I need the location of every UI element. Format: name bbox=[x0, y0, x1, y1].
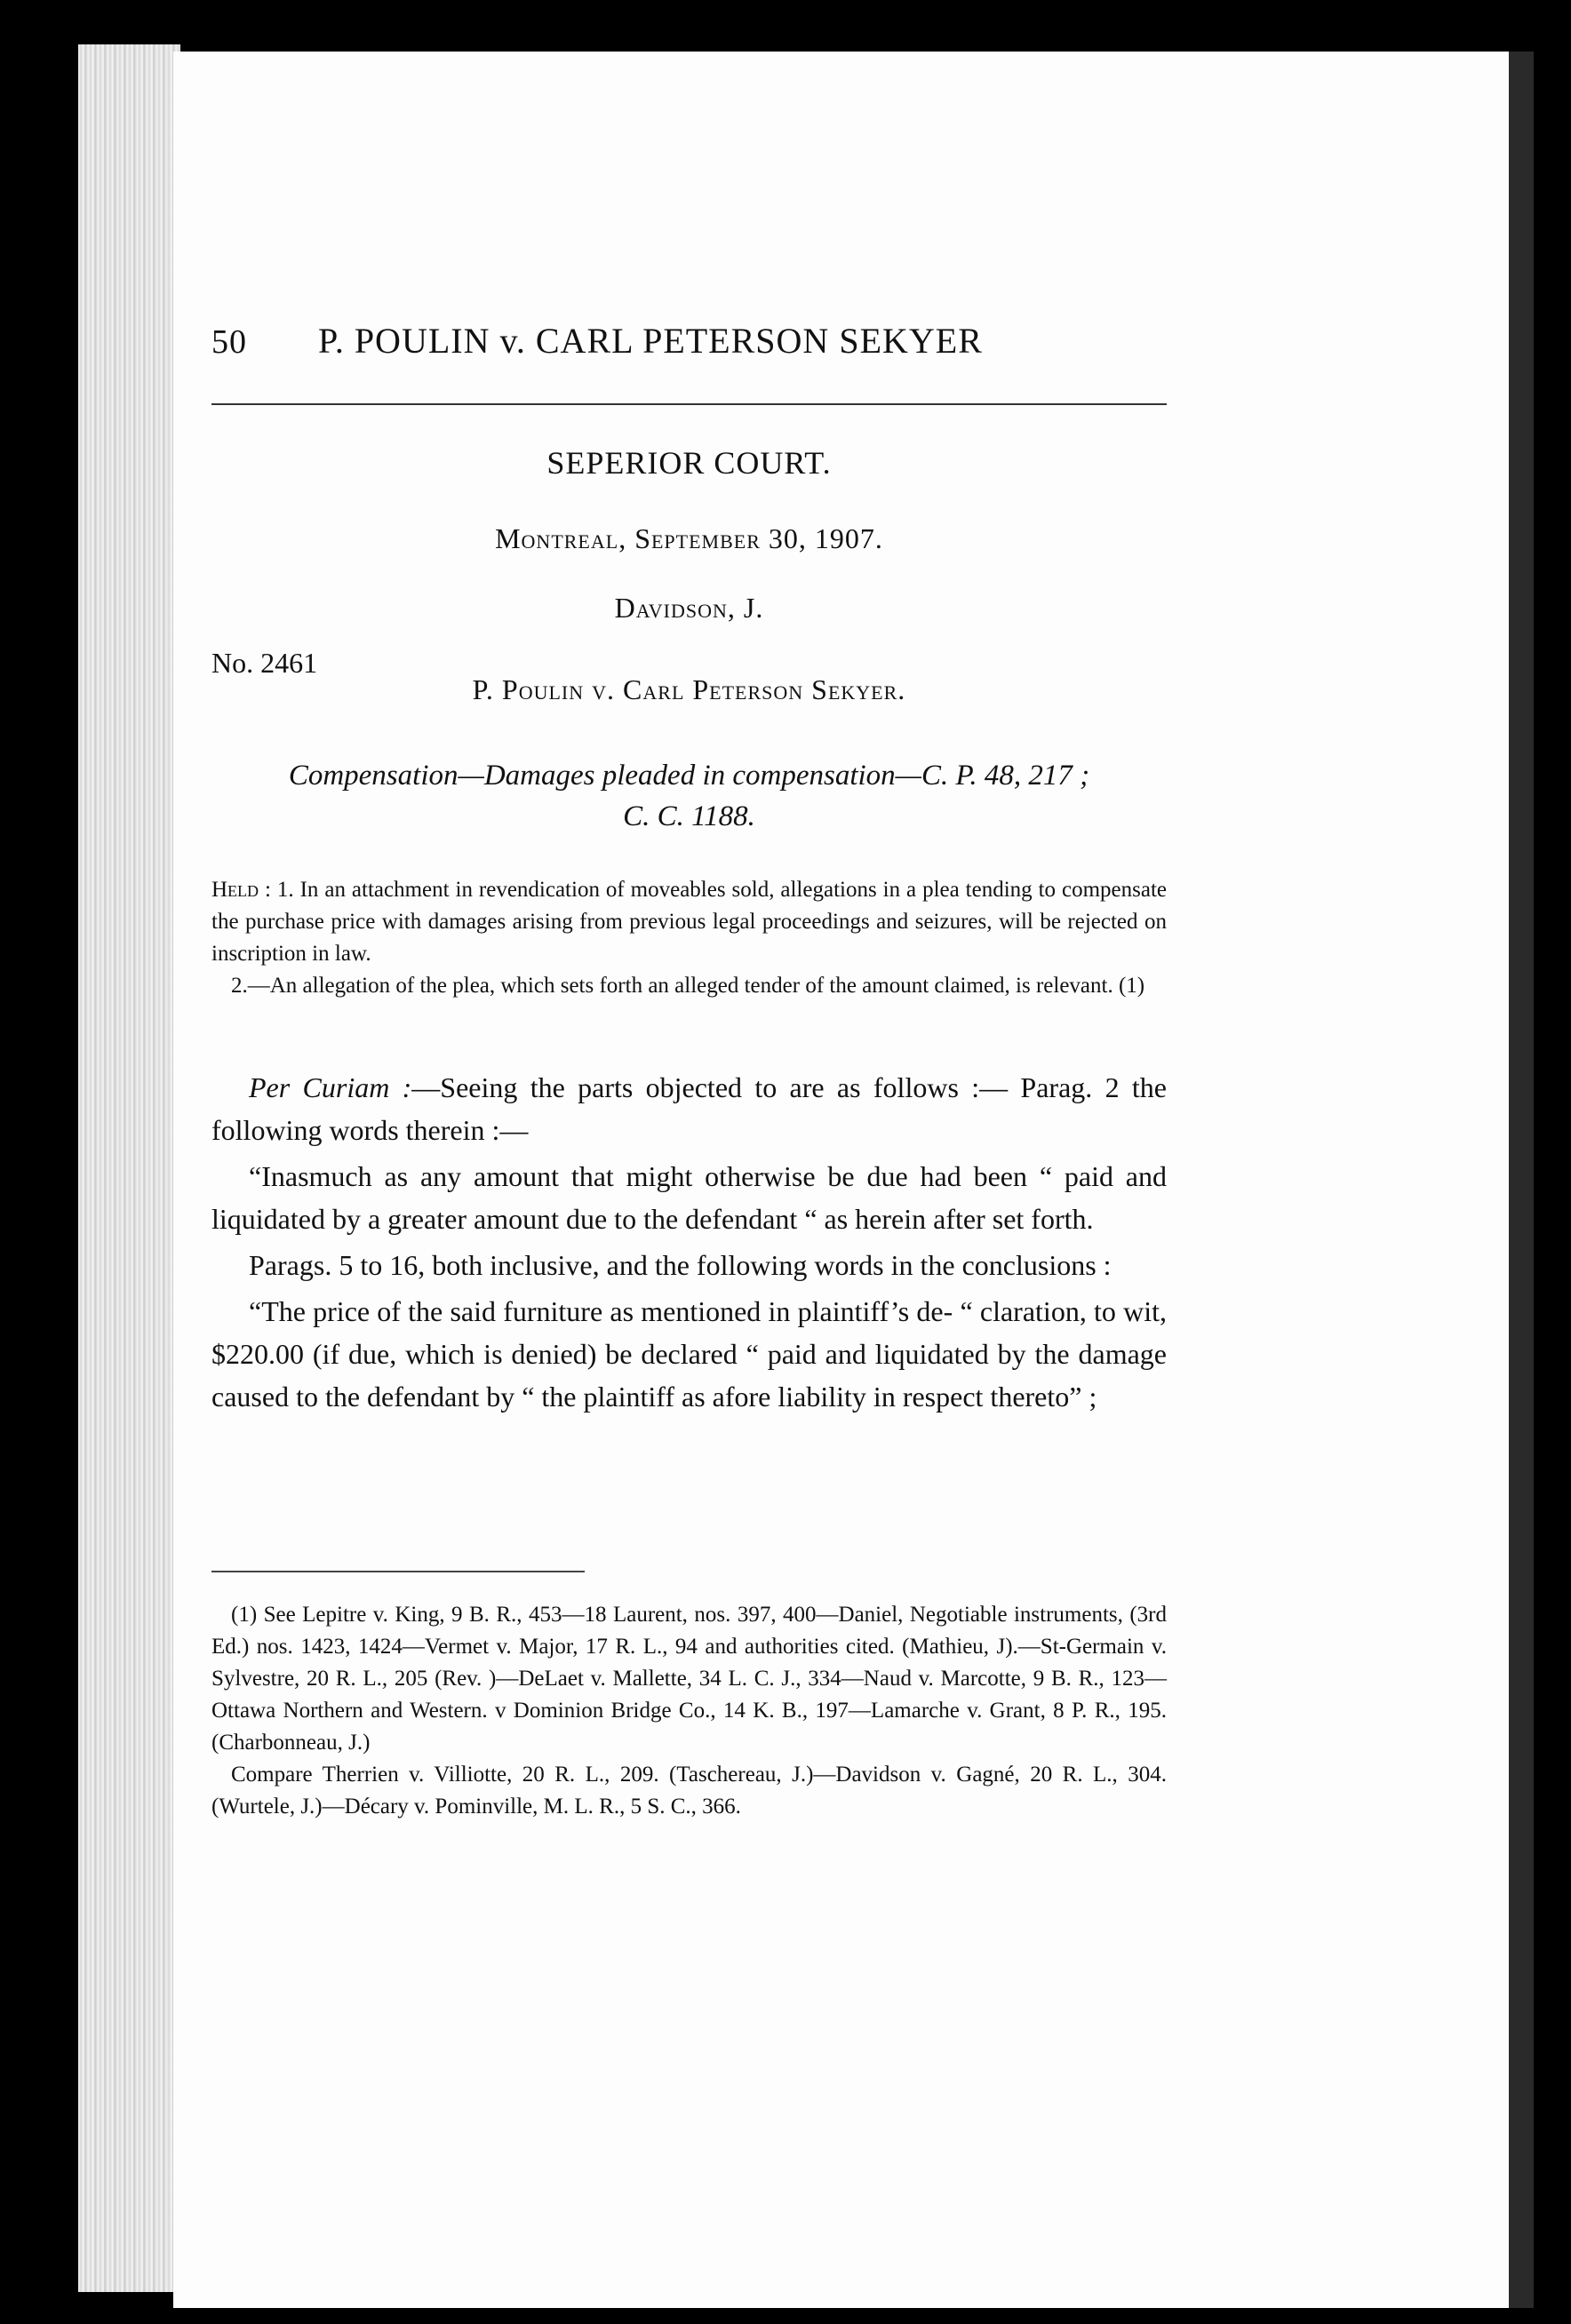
court-name: SEPERIOR COURT. bbox=[546, 445, 832, 481]
body-paragraph-2: “Inasmuch as any amount that might otherwise be due had been “ paid and liquidated by a greater amount due to the defendant “ as herein after set forth. bbox=[211, 1160, 1167, 1235]
body-paragraph-3: Parags. 5 to 16, both inclusive, and the following words in the conclusions : bbox=[249, 1249, 1112, 1281]
case-number: No. 2461 bbox=[211, 647, 318, 679]
footnote bbox=[211, 1599, 1167, 1823]
binding-shadow bbox=[1509, 52, 1534, 2308]
running-head: P. POULIN v. CARL PETERSON SEKYER bbox=[318, 321, 983, 361]
held-label: Held : bbox=[211, 878, 271, 902]
case-title: P. Poulin v. Carl Peterson Sekyer. bbox=[472, 673, 906, 705]
place-date: Montreal, September 30, 1907. bbox=[495, 522, 883, 554]
footnote-1: (1) See Lepitre v. King, 9 B. R., 453—18 Laurent, nos. 397, 400—Daniel, Negotiable instruments, (3rd Ed.) nos. 1423, 1424—Vermet v. Major, 17 R. L., 94 and authorities cited. (Mathieu, J).—St-Germain v. Sylvestre, 20 R. L., 205 (Rev. )—DeLaet v. Mallette, 34 L. C. J., 334—Naud v. Marcotte, 9 B. R., 123—Ottawa Northern and Western. v Dominion Bridge Co., 14 K. B., 197—Lamarche v. Grant, 8 P. R., 195. (Charbonneau, J.) bbox=[211, 1603, 1167, 1755]
subject-headnote bbox=[211, 755, 1167, 837]
held-summary bbox=[211, 874, 1167, 1002]
subject-line-2: C. C. 1188. bbox=[623, 800, 755, 832]
judgment-body bbox=[211, 1066, 1167, 1421]
book-page-edges bbox=[78, 44, 180, 2292]
page-number: 50 bbox=[211, 323, 247, 361]
judge-name: Davidson, J. bbox=[614, 592, 764, 624]
held-point-2: 2.—An allegation of the plea, which sets forth an alleged tender of the amount claimed, is relevant. (1) bbox=[231, 974, 1145, 998]
per-curiam-lead: Per Curiam : bbox=[249, 1071, 412, 1103]
body-paragraph-4: “The price of the said furniture as mentioned in plaintiff’s de- “ claration, to wit, $220.00 (if due, which is denied) be declared “ paid and liquidated by the damage caused to the defendant by “ the plaintiff as afore liability in respect thereto” ; bbox=[211, 1295, 1167, 1413]
header-rule bbox=[211, 403, 1167, 405]
body-paragraph-1: —Seeing the parts objected to are as follows :— Parag. 2 the following words therein :— bbox=[211, 1071, 1168, 1146]
footnote-rule bbox=[211, 1571, 585, 1572]
footnote-2: Compare Therrien v. Villiotte, 20 R. L., 209. (Taschereau, J.)—Davidson v. Gagné, 20 R. L., 304. (Wurtele, J.)—Décary v. Pominville, M. L. R., 5 S. C., 366. bbox=[211, 1763, 1167, 1819]
held-point-1: 1. In an attachment in revendication of moveables sold, allegations in a plea tending to compensate the purchase price with damages arising from previous legal proceedings and seizures, will be rejected on inscription in law. bbox=[211, 878, 1167, 966]
running-header bbox=[211, 320, 1180, 362]
subject-line-1: Compensation—Damages pleaded in compensation—C. P. 48, 217 ; bbox=[288, 760, 1090, 792]
